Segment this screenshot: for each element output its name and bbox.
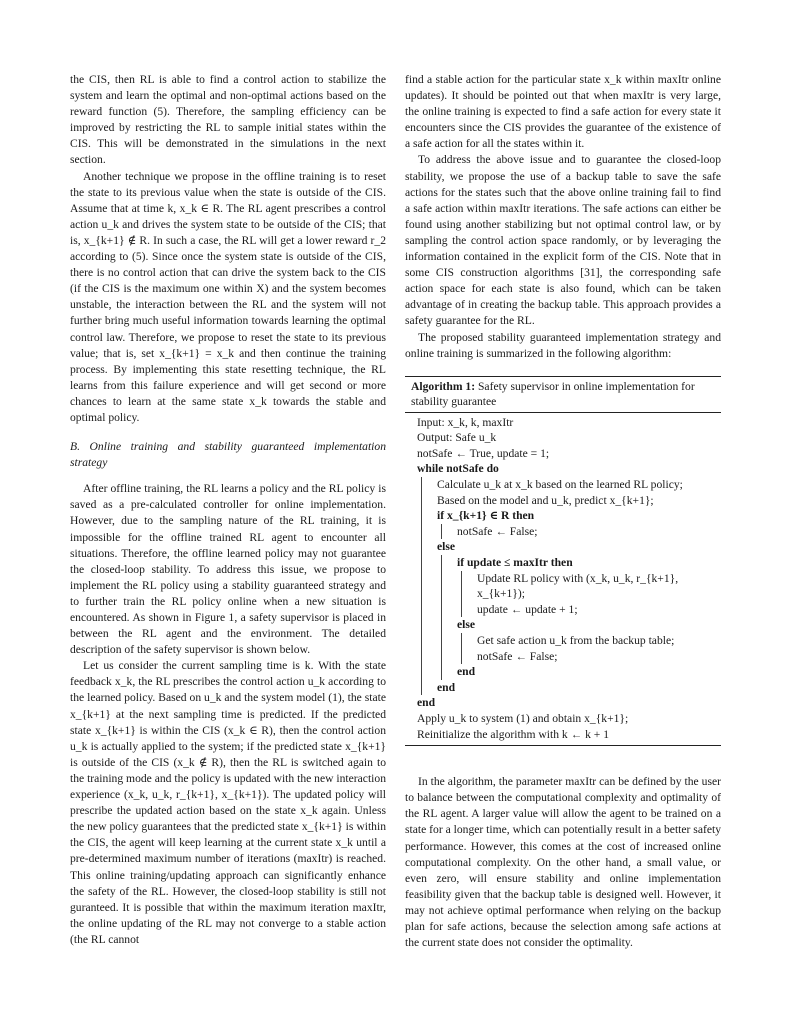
algo-line: end (437, 680, 456, 694)
algorithm-caption (405, 379, 721, 413)
algorithm-title: Safety supervisor in online implementation for stability guarantee (411, 379, 695, 409)
algo-while-block (421, 477, 721, 695)
algo-line: Based on the model and u_k, predict x_{k+1}; (437, 493, 654, 507)
algo-line: Output: Safe u_k (417, 431, 497, 445)
left-paragraph-3: After offline training, the RL learns a policy and the RL policy is saved as a pre-calculated controller for online implementation. However, due to the sampling nature of the RL training, it is impossible for the offline trained RL agent to encounter all situations. Therefore, the offline learned policy may not guarantee the closed-loop stability. To address this issue, we propose to implement the RL policy using a stability guaranteed strategy and to further train the RL policy online when a new situation is encountered. As shown in Figure 1, a safety supervisor is placed in between the RL agent and the environment. The detailed description of the safety supervisor is shown below. (70, 482, 386, 657)
algo-line: Reinitialize the algorithm with k ← k + 1 (417, 727, 610, 741)
left-paragraph-4: Let us consider the current sampling time is k. With the state feedback x_k, the RL prescribes the control action u_k according to the learned policy. Based on u_k and the system model (1), the state x_{k+1} at the next sampling time is predicted. If the predicted state x_{k+1} is within the CIS (x_k ∈ R), then the control action u_k is actually applied to the system; if the predicted state x_{k+1} is outside of the CIS (x_k ∉ R), then the RL is switched again to the training mode and the policy is updated with the new interaction experience (x_k, u_k, r_{k+1}, x_{k+1}). The updated policy will prescribe the updated action based on the state x_k again. Unless the new policy guarantees that the predicted state x_{k+1} is within the CIS, the agent will keep learning at the current state x_k until a pre-determined maximum number of iterations (maxItr) is reached. This online training/updating approach can significantly enhance the safety of the RL. However, the closed-loop stability is still not guranteed. It is possible that within the maximum iteration maxItr, the online updating of the RL may not converge to a stable action (the RL cannot (70, 659, 386, 946)
algo-line: while notSafe do (417, 462, 499, 476)
algo-line: end (457, 665, 476, 679)
algorithm-label: Algorithm 1: (411, 379, 476, 393)
algo-line: if x_{k+1} ∈ R then (437, 509, 535, 523)
algo-line: notSafe ← True, update = 1; (417, 446, 550, 460)
right-paragraph-4: In the algorithm, the parameter maxItr can be defined by the user to balance between the computational complexity and optimality of the RL agent. A larger value will allow the agent to be trained on a state for a longer time, which can potentially result in a better safety performance. However, this comes at the cost of increased online computational complexity. On the other hand, a small value, or even zero, will ensure stability and online implementation feasibility given that the backup table is designed well. However, it may not achieve optimal performance when relying on the backup plan for safe actions, because the selection among safe actions at the current state does not consider the optimality. (405, 775, 721, 950)
algo-line: else (437, 540, 456, 554)
algo-line: Calculate u_k at x_k based on the learned RL policy; (437, 478, 683, 492)
algo-if-block (441, 524, 721, 540)
algorithm-box (405, 376, 721, 746)
algo-line: Apply u_k to system (1) and obtain x_{k+1}; (417, 711, 629, 725)
algo-inner-if-block (461, 571, 721, 618)
algo-line: notSafe ← False; (477, 649, 558, 663)
algo-line: if update ≤ maxItr then (457, 556, 573, 570)
left-paragraph-2: Another technique we propose in the offline training is to reset the state to its previous value when the state is outside of the CIS. Assume that at time k, x_k ∈ R. The RL agent prescribes a control action u_k and drives the system state to be outside of the CIS; that is, x_{k+1} ∉ R. In such a case, the RL will get a lower reward r_2 according to (5). Since once the system state is outside of the CIS, there is no control action that can drive the system back to the CIS (if the CIS is the maximum one within X) and the system becomes unstable, the interaction between the RL and the system will not further bring much useful information towards learning the optimal control law. Therefore, we propose to reset the state to its previous value; that is, set x_{k+1} = x_k and then continue the training process. By implementing this state resetting technique, the RL learns from this failure experience and will get second or more chances to learn at the same state x_k towards the stable and optimal policy. (70, 169, 386, 424)
algo-line: Get safe action u_k from the backup table; (477, 634, 675, 647)
algo-line: Input: x_k, k, maxItr (417, 415, 514, 429)
algo-else-block (441, 555, 721, 680)
left-column (70, 72, 386, 948)
right-paragraph-1: find a stable action for the particular state x_k within maxItr online updates). It should be pointed out that when maxItr is very large, the online training is expected to find a safe action for every state it encounters since the CIS provides the guarantee of the existence of a safe action for all the states within it. (405, 73, 721, 151)
right-paragraph-3: The proposed stability guaranteed implementation strategy and online training is summarized in the following algorithm: (405, 330, 721, 360)
algo-line: update ← update + 1; (477, 602, 578, 616)
left-paragraph-1: the CIS, then RL is able to find a control action to stabilize the system and learn the optimal and non-optimal actions based on the reward function (5). Therefore, the sampling efficiency can be improved by restricting the RL to sample initial states within the CIS. This will be demonstrated in the simulations in the next section. (70, 73, 386, 167)
right-column (405, 72, 721, 951)
algorithm-body (405, 413, 721, 742)
algo-inner-else-block (461, 633, 721, 664)
algo-line: notSafe ← False; (457, 524, 538, 538)
algo-line: Update RL policy with (x_k, u_k, r_{k+1}, x_{k+1}); (477, 571, 679, 601)
subsection-heading: B. Online training and stability guaranteed implementation strategy (70, 440, 386, 470)
right-paragraph-2: To address the above issue and to guarantee the closed-loop stability, we propose the use of a backup table to save the safe actions for the states such that the above online training fail to find a safe action within maxItr iterations. The safe actions can either be found using another stabilizing but not optimal control law, or by sampling the control action space randomly, or by leveraging the information contained in the explicit form of the CIS. Note that in some CIS construction algorithms [31], the corresponding safe action space for each state is also found, which can be taken advantage of in creating the backup table. This approach provides a safety guarantee for the RL. (405, 153, 721, 328)
algo-line: else (457, 618, 476, 632)
algo-line: end (417, 696, 436, 710)
